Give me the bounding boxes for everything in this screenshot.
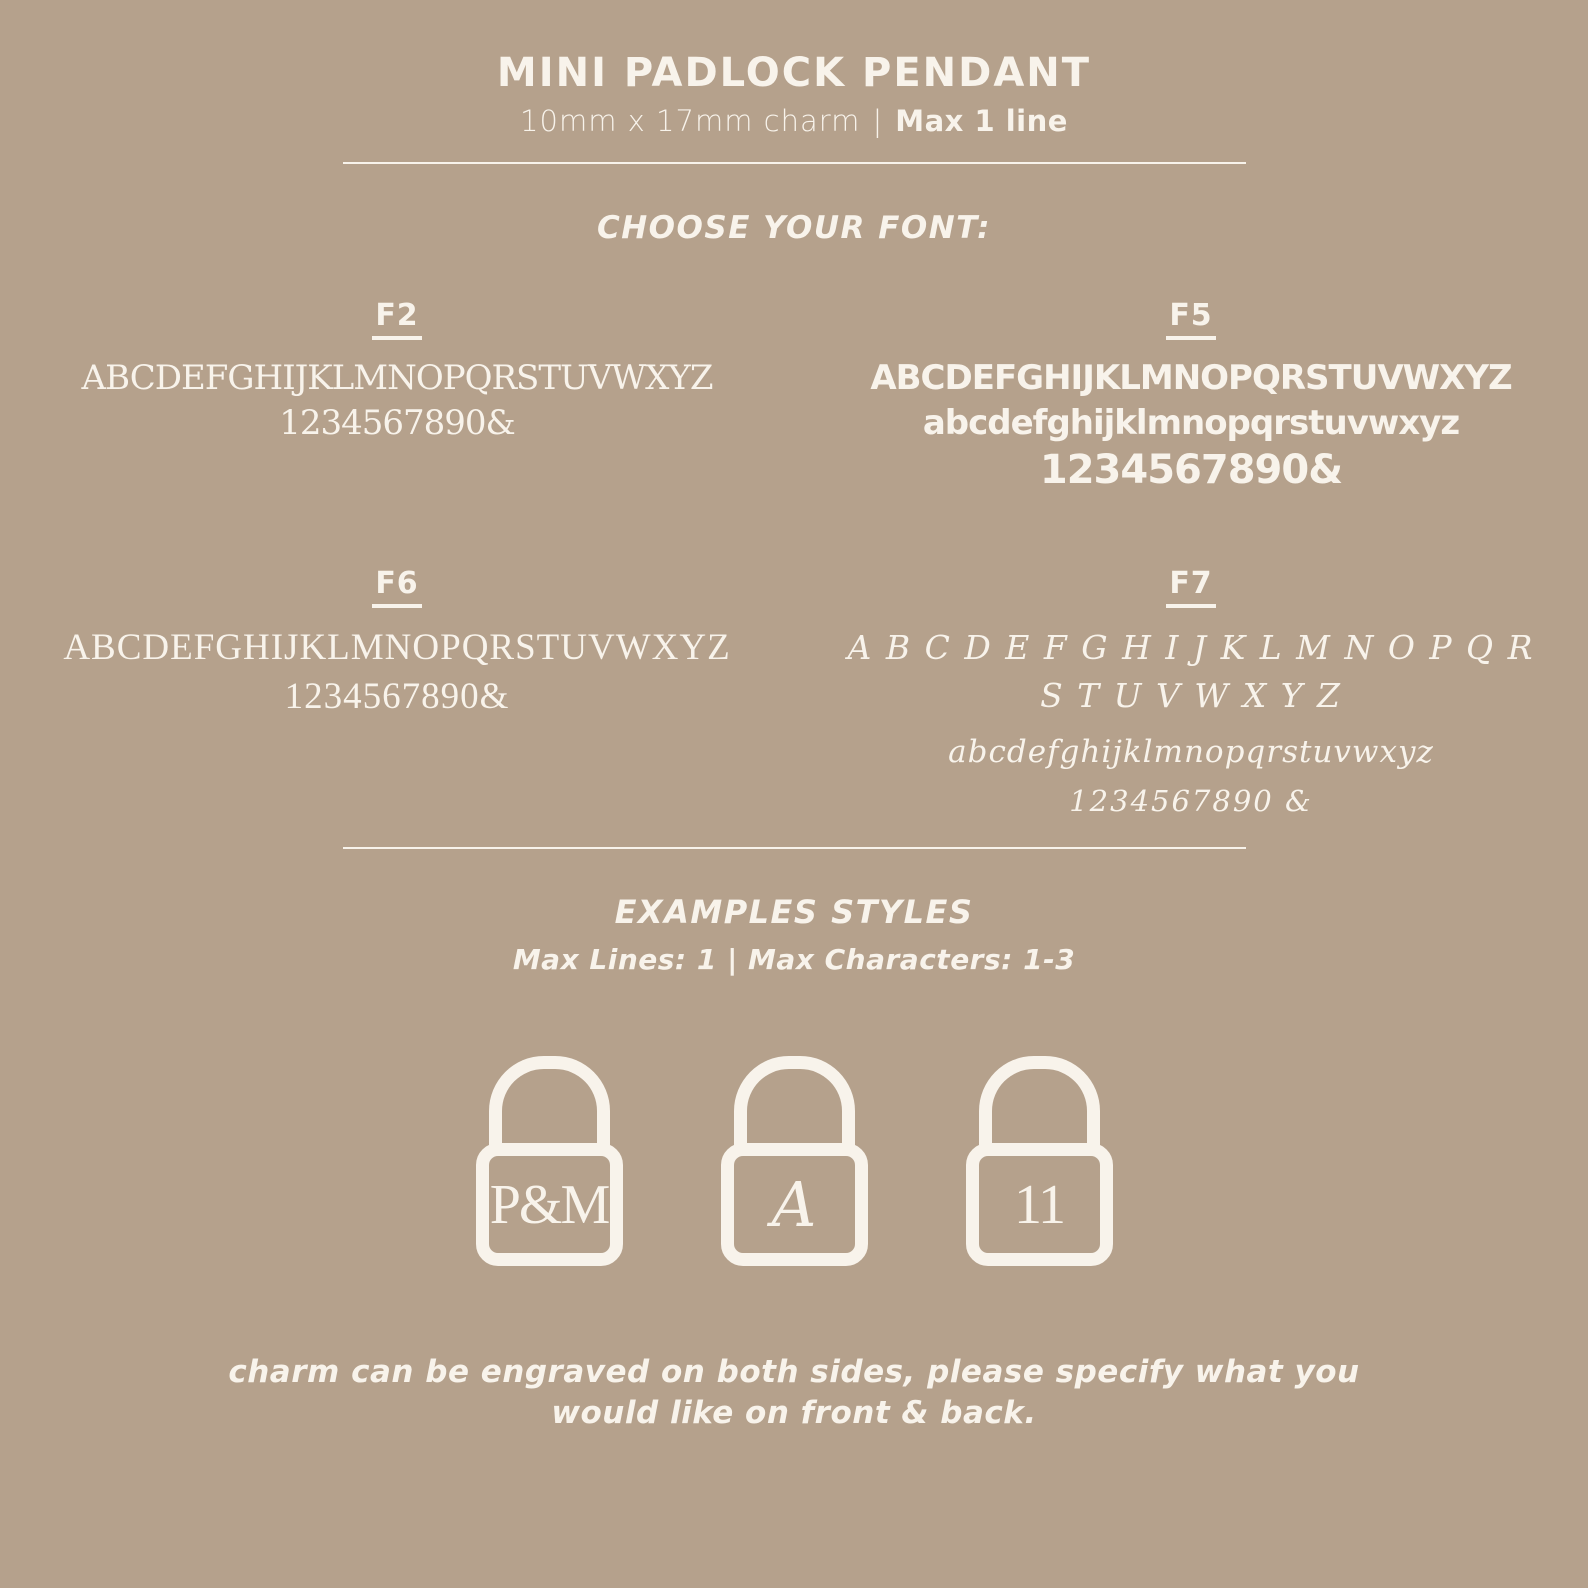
engraving-note [228, 1352, 1359, 1434]
choose-font-heading: CHOOSE YOUR FONT: [596, 210, 992, 246]
font-sample-f6-uppercase: ABCDEFGHIJKLMNOPQRSTUVWXYZ [63, 626, 731, 668]
examples-styles-heading: EXAMPLES STYLES [614, 893, 974, 932]
padlock-body-icon [966, 1143, 1113, 1266]
padlock-body-icon [476, 1143, 623, 1266]
font-sample-f5-lowercase: abcdefghijklmnopqrstuvwxyz [922, 402, 1460, 443]
engraving-note-line-2: would like on front & back. [551, 1395, 1037, 1432]
font-label-f6: F6 [372, 566, 421, 608]
font-sample-f5-numbers: 1234567890& [1039, 446, 1343, 493]
font-sample-f7-uppercase-1: A B C D E F G H I J K L M N O P Q R [847, 627, 1535, 667]
padlock-example-serif-monogram [476, 1056, 623, 1266]
engraving-text-number: 11 [1014, 1173, 1064, 1236]
max-lines-characters-note: Max Lines: 1 | Max Characters: 1-3 [512, 943, 1076, 977]
max-line-note: Max 1 line [895, 104, 1068, 138]
engraving-note-line-1: charm can be engraved on both sides, please specify what you [228, 1354, 1360, 1391]
font-sample-f5-uppercase: ABCDEFGHIJKLMNOPQRSTUVWXYZ [870, 358, 1512, 398]
font-option-f5 [794, 298, 1588, 494]
padlock-shackle-icon [489, 1056, 610, 1157]
subtitle [497, 104, 1091, 138]
padlock-shackle-icon [734, 1056, 855, 1157]
padlock-example-script-initial [721, 1056, 868, 1266]
charm-size-text: 10mm x 17mm charm [520, 104, 861, 138]
font-sample-f2-uppercase: ABCDEFGHIJKLMNOPQRSTUVWXYZ [81, 358, 713, 398]
font-sample-f2-numbers: 1234567890& [279, 402, 515, 443]
font-option-f2 [0, 298, 794, 446]
font-label-f2: F2 [372, 298, 421, 340]
divider-top [343, 162, 1246, 164]
divider-bottom [343, 847, 1246, 849]
font-sample-f7-numbers: 1234567890 & [1069, 783, 1313, 818]
font-option-f7 [794, 566, 1588, 824]
padlock-shackle-icon [979, 1056, 1100, 1157]
header [497, 50, 1091, 138]
font-label-f5: F5 [1166, 298, 1215, 340]
engraving-text-script: A [771, 1167, 817, 1241]
page-title: MINI PADLOCK PENDANT [496, 50, 1092, 96]
padlock-example-number [966, 1056, 1113, 1266]
padlock-examples-row [476, 1056, 1113, 1266]
font-sample-f7-uppercase-2: S T U V W X Y Z [1040, 675, 1342, 715]
font-options-grid [0, 298, 1588, 823]
subtitle-separator: | [872, 104, 884, 138]
font-option-f6 [0, 566, 794, 722]
engraving-text-serif: P&M [489, 1173, 609, 1236]
font-sample-f6-numbers: 1234567890& [284, 675, 510, 717]
font-label-f7: F7 [1166, 566, 1215, 608]
padlock-body-icon [721, 1143, 868, 1266]
font-sample-f7-lowercase: abcdefghijklmnopqrstuvwxyz [948, 734, 1434, 771]
